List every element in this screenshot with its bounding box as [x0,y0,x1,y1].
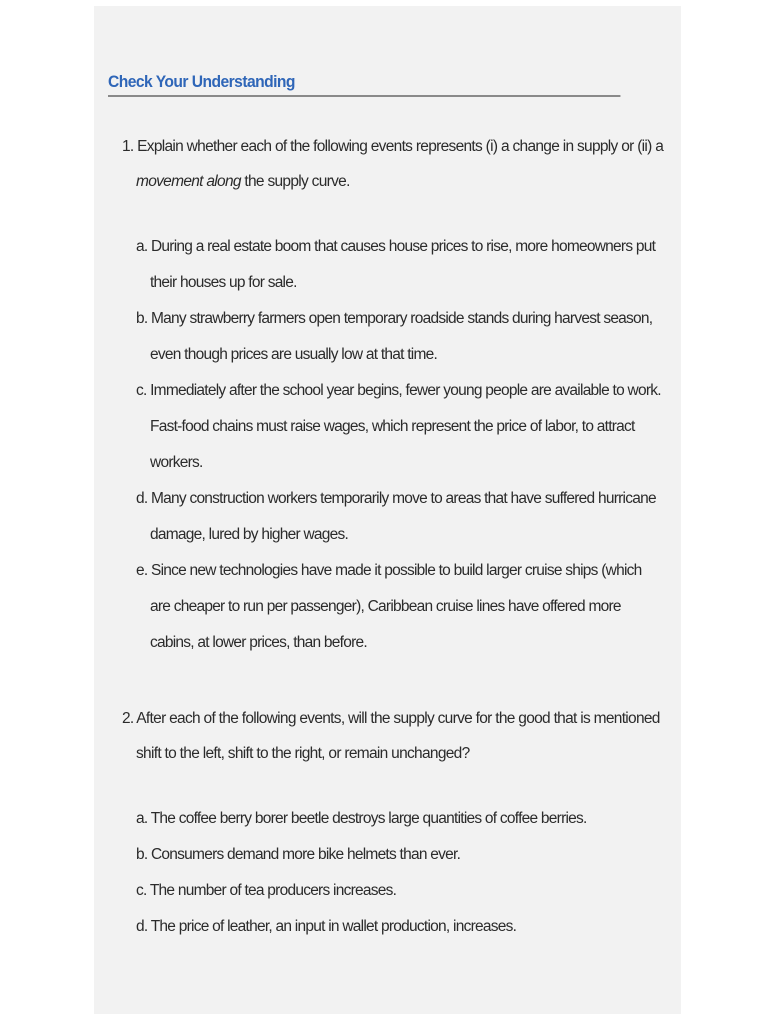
question-number: 2. [122,710,134,727]
question-text-part: the supply curve. [240,173,350,190]
question-number: 1. [122,138,134,155]
section-title: Check Your Understanding [108,72,620,97]
question-text-part: After each of the following events, will the supply curve for the good that is mentioned shift to the left, shift to the right, or remain unchanged? [136,710,660,762]
question-2-text [122,701,665,771]
question-text-part: Explain whether each of the following events represents (i) a change in supply or (ii) a [137,138,664,155]
list-item: d. Many construction workers temporarily move to areas that have suffered hurricane damage, lured by higher wages. [136,490,656,543]
document-content [108,72,665,945]
question-2 [108,701,665,945]
question-1-items [122,229,665,661]
question-2-items [122,801,665,945]
list-item: b. Consumers demand more bike helmets than ever. [136,846,461,863]
document-page [94,6,681,1014]
list-item: d. The price of leather, an input in wallet production, increases. [136,918,517,935]
list-item: b. Many strawberry farmers open temporary roadside stands during harvest season, even though prices are usually low at that time. [136,310,653,363]
question-1-text [122,129,665,199]
question-emphasis: movement along [136,173,241,190]
list-item: e. Since new technologies have made it possible to build larger cruise ships (which are cheaper to run per passenger), Caribbean cruise lines have offered more cabins, at lower prices, than before. [136,562,642,651]
list-item: c. The number of tea producers increases. [136,882,397,899]
question-1 [108,129,665,661]
list-item: a. During a real estate boom that causes house prices to rise, more homeowners put their houses up for sale. [136,238,656,291]
list-item: a. The coffee berry borer beetle destroys large quantities of coffee berries. [136,810,587,827]
list-item: c. Immediately after the school year begins, fewer young people are available to work. Fast-food chains must raise wages, which represent the price of labor, to attract workers. [136,382,661,471]
